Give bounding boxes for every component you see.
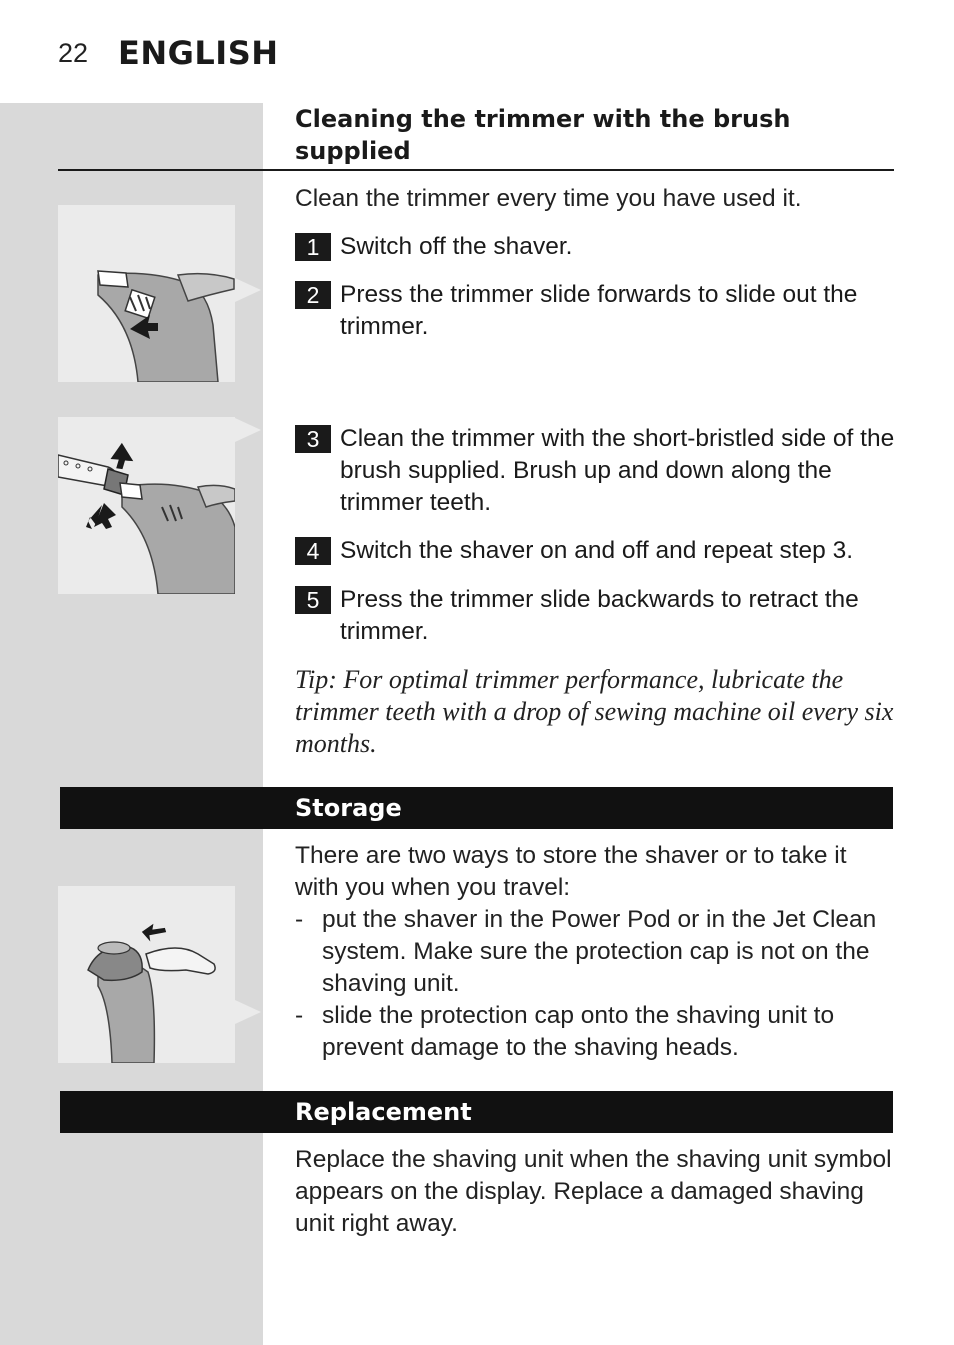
- list-item-text: slide the protection cap onto the shaving unit to prevent damage to the shaving heads.: [322, 1002, 835, 1061]
- step-number: 5: [295, 586, 331, 614]
- page-language: ENGLISH: [118, 34, 279, 72]
- step-2: [295, 279, 895, 343]
- list-item: [295, 904, 895, 1000]
- section-title-replacement: Replacement: [295, 1098, 472, 1126]
- step-text: Clean the trimmer with the short-bristled side of the brush supplied. Brush up and down along the trimmer teeth.: [340, 425, 895, 516]
- step-number: 2: [295, 281, 331, 309]
- step-number: 1: [295, 233, 331, 261]
- cleaning-intro: Clean the trimmer every time you have used it.: [295, 185, 802, 212]
- step-number: 4: [295, 537, 331, 565]
- section-rule: [58, 169, 894, 171]
- trimmer-brush-cleaning-icon: [58, 417, 235, 594]
- step-3: [295, 423, 895, 519]
- step-text: Press the trimmer slide forwards to slide out the trimmer.: [340, 281, 858, 340]
- step-text: Press the trimmer slide backwards to retract the trimmer.: [340, 586, 859, 645]
- storage-intro: There are two ways to store the shaver or to take it with you when you travel:: [295, 842, 847, 901]
- list-dash: -: [295, 1002, 304, 1029]
- page-number: 22: [58, 38, 89, 68]
- section-title-storage: Storage: [295, 794, 402, 822]
- step-1: [295, 231, 895, 263]
- section-bar-replacement: [60, 1091, 893, 1133]
- list-item: [295, 1000, 895, 1064]
- illustration-pointer: [235, 278, 261, 302]
- illustration-pointer: [235, 1000, 261, 1024]
- section-title-cleaning: Cleaning the trimmer with the brush supplied: [295, 105, 791, 165]
- step-text: Switch the shaver on and off and repeat step 3.: [340, 537, 854, 564]
- shaver-protection-cap-icon: [58, 886, 235, 1063]
- storage-list: [295, 904, 895, 1064]
- step-5: [295, 584, 895, 648]
- list-item-text: put the shaver in the Power Pod or in the Jet Clean system. Make sure the protection cap is not on the shaving unit.: [322, 906, 877, 997]
- step-text: Switch off the shaver.: [340, 233, 573, 260]
- illustration-pointer: [235, 418, 261, 442]
- tip-text: Tip: For optimal trimmer performance, lubricate the trimmer teeth with a drop of sewing machine oil every six months.: [295, 665, 894, 758]
- section-bar-storage: [60, 787, 893, 829]
- step-number: 3: [295, 425, 331, 453]
- step-4: [295, 535, 895, 567]
- shaver-trimmer-slide-icon: [58, 205, 235, 382]
- list-dash: -: [295, 906, 304, 933]
- replacement-text: Replace the shaving unit when the shaving unit symbol appears on the display. Replace a damaged shaving unit right away.: [295, 1146, 892, 1237]
